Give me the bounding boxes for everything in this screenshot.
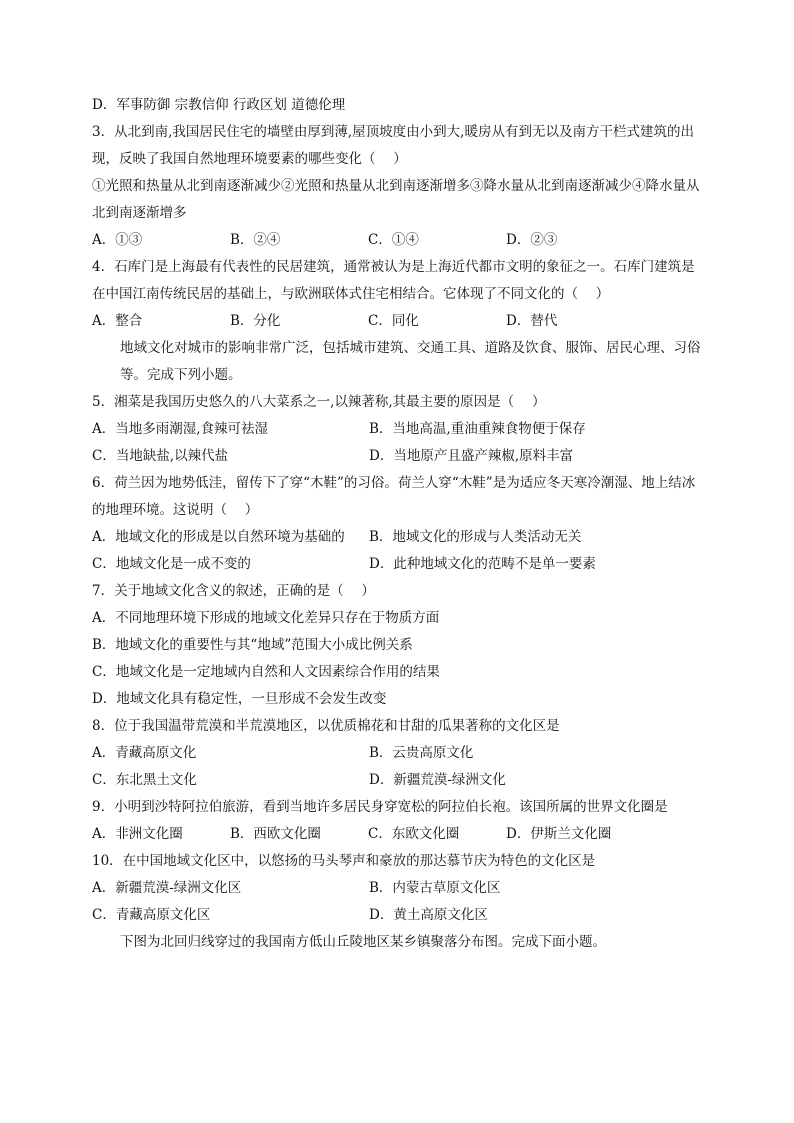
q7-stem: 7．关于地域文化含义的叙述，正确的是（ ） [92, 583, 375, 599]
q8-options-row1 [92, 740, 702, 767]
q6-option-a: A．地域文化的形成是以自然环境为基础的 [92, 529, 345, 545]
q7-option-b: B．地域文化的重要性与其“地域”范围大小成比例关系 [92, 637, 413, 653]
q6-option-c: C．地域文化是一成不变的 [92, 556, 251, 572]
q8-option-d: D．新疆荒漠-绿洲文化 [369, 772, 506, 788]
q10-option-c: C．青藏高原文化区 [92, 907, 211, 923]
q8-option-b: B．云贵高原文化 [369, 745, 474, 761]
q4-option-c: C．同化 [368, 313, 419, 329]
q6-options-row1 [92, 524, 702, 551]
q9-option-d: D．伊斯兰文化圈 [506, 826, 612, 842]
q5-options-row1 [92, 416, 702, 443]
q4-option-b: B．分化 [230, 313, 281, 329]
q10-options-row2 [92, 902, 702, 929]
q8-stem: 8．位于我国温带荒漠和半荒漠地区，以优质棉花和甘甜的瓜果著称的文化区是 [92, 718, 560, 734]
intro-regional-culture: 地域文化对城市的影响非常广泛，包括城市建筑、交通工具、道路及饮食、服饰、居民心理、习俗等。完成下列小题。 [120, 340, 701, 383]
q10-stem: 10．在中国地域文化区中，以悠扬的马头琴声和豪放的那达慕节庆为特色的文化区是 [92, 853, 596, 869]
q3-option-d: D．②③ [506, 232, 558, 248]
q9-option-b: B．西欧文化圈 [230, 826, 321, 842]
q10-option-b: B．内蒙古草原文化区 [369, 880, 501, 896]
q9-option-c: C．东欧文化圈 [368, 826, 460, 842]
q5-stem: 5．湘菜是我国历史悠久的八大菜系之一,以辣著称,其最主要的原因是（ ） [92, 394, 546, 410]
q6-option-b: B．地域文化的形成与人类活动无关 [369, 529, 582, 545]
q3-options [92, 227, 702, 254]
q5-option-a: A．当地多雨潮湿,食辣可祛湿 [92, 421, 269, 437]
q3-stem: 3．从北到南,我国居民住宅的墙壁由厚到薄,屋顶坡度由小到大,暖房从有到无以及南方干栏式建筑的出现，反映了我国自然地理环境要素的哪些变化（ ） [92, 124, 694, 167]
q7-option-d: D．地域文化具有稳定性，一旦形成不会发生改变 [92, 691, 387, 707]
intro-settlement-map: 下图为北回归线穿过的我国南方低山丘陵地区某乡镇聚落分布图。完成下面小题。 [120, 934, 606, 950]
q9-stem: 9．小明到沙特阿拉伯旅游，看到当地许多居民身穿宽松的阿拉伯长袍。该国所属的世界文化圈是 [92, 799, 668, 815]
q7-option-a: A．不同地理环境下形成的地域文化差异只存在于物质方面 [92, 610, 440, 626]
q10-option-a: A．新疆荒漠-绿洲文化区 [92, 880, 242, 896]
q3-option-b: B．②④ [230, 232, 281, 248]
q3-items: ①光照和热量从北到南逐渐减少②光照和热量从北到南逐渐增多③降水量从北到南逐渐减少④降水量从北到南逐渐增多 [92, 178, 700, 221]
q3-option-c: C．①④ [368, 232, 419, 248]
q8-options-row2 [92, 767, 702, 794]
q10-option-d: D．黄土高原文化区 [369, 907, 488, 923]
q2-option-d: D．军事防御 宗教信仰 行政区划 道德伦理 [92, 97, 346, 113]
q9-option-a: A．非洲文化圈 [92, 826, 183, 842]
q4-option-a: A．整合 [92, 313, 143, 329]
q5-option-b: B．当地高温,重油重辣食物便于保存 [369, 421, 586, 437]
q6-options-row2 [92, 551, 702, 578]
q5-option-d: D．当地原产且盛产辣椒,原料丰富 [369, 448, 574, 464]
q4-stem: 4．石库门是上海最有代表性的民居建筑，通常被认为是上海近代都市文明的象征之一。石库门建筑是在中国江南传统民居的基础上，与欧洲联体式住宅相结合。它体现了不同文化的（ ） [92, 259, 695, 302]
q9-options [92, 821, 702, 848]
exam-content [92, 92, 702, 956]
q5-option-c: C．当地缺盐,以辣代盐 [92, 448, 229, 464]
q4-options [92, 308, 702, 335]
q10-options-row1 [92, 875, 702, 902]
q3-option-a: A．①③ [92, 232, 143, 248]
q8-option-a: A．青藏高原文化 [92, 745, 197, 761]
q7-option-c: C．地域文化是一定地域内自然和人文因素综合作用的结果 [92, 664, 440, 680]
q6-option-d: D．此种地域文化的范畴不是单一要素 [369, 556, 596, 572]
q8-option-c: C．东北黑土文化 [92, 772, 197, 788]
q4-option-d: D．替代 [506, 313, 558, 329]
q5-options-row2 [92, 443, 702, 470]
q6-stem: 6．荷兰因为地势低洼，留传下了穿“木鞋”的习俗。荷兰人穿“木鞋”是为适应冬天寒冷潮湿、地上结冰的地理环境。这说明（ ） [92, 475, 696, 518]
